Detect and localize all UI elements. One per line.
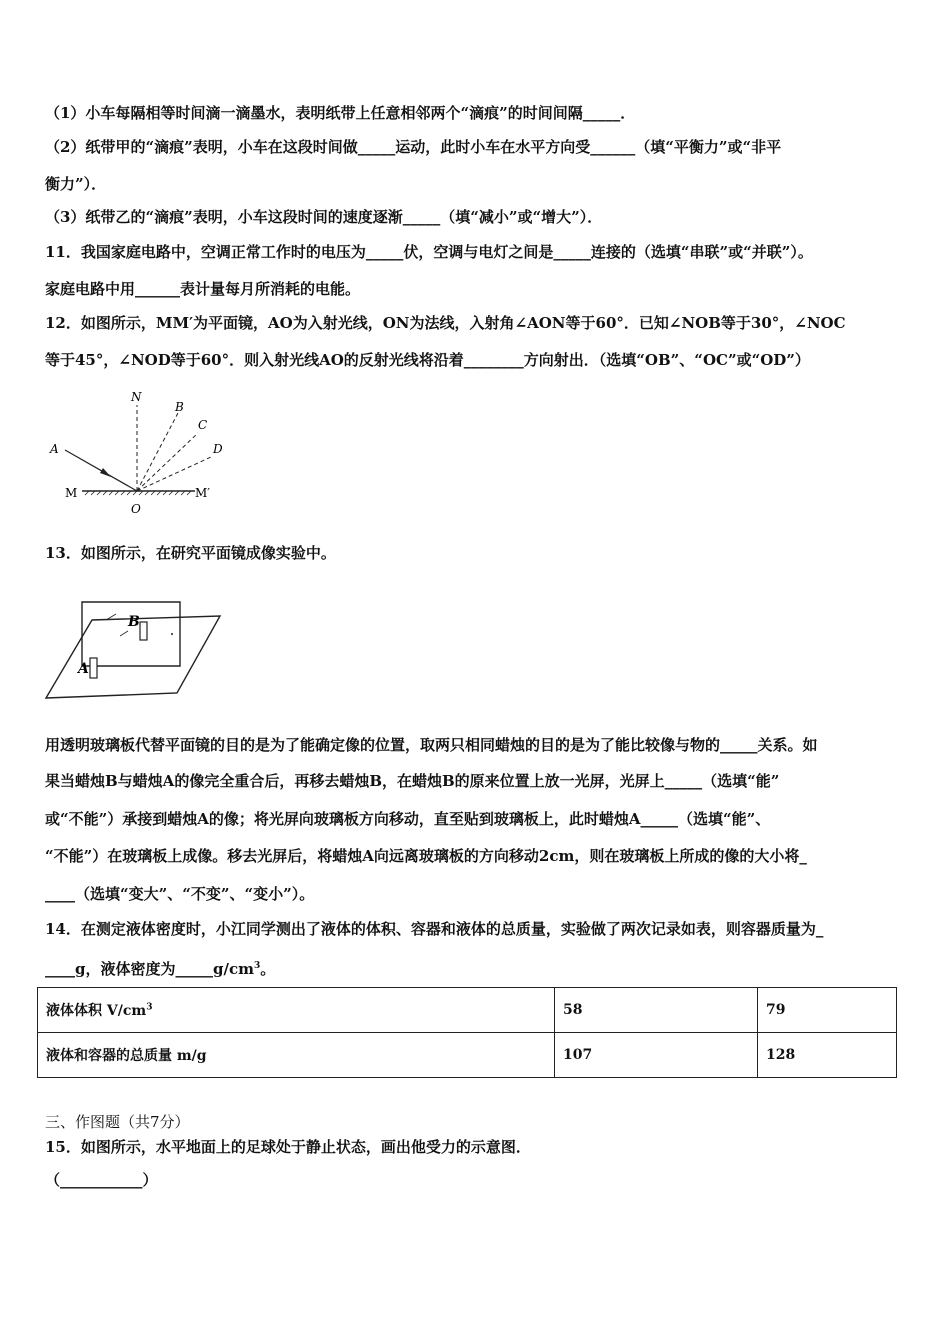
density-table: [37, 987, 897, 1078]
section-heading: 三、作图题（共7分）: [45, 1113, 190, 1131]
incident-arrow-icon: [100, 468, 111, 477]
unit-superscript: 3: [253, 961, 261, 971]
label-B: B: [175, 400, 184, 414]
reflection-diagram: [45, 385, 245, 520]
question-12: 12．如图所示，MM′为平面镜，AO为入射光线，ON为法线，入射角∠AON等于60°．已知∠NOB等于30°，∠NOC: [45, 314, 846, 332]
ray-OC: [137, 433, 198, 491]
question-13-text-1: 用透明玻璃板代替平面镜的目的是为了能确定像的位置，取两只相同蜡烛的目的是为了能比较像与物的_____关系。如: [45, 736, 818, 754]
glass-reflection-mark: [120, 631, 128, 636]
table-cell: 128: [758, 1033, 897, 1078]
question-13-text-2: 果当蜡烛B与蜡烛A的像完全重合后，再移去蜡烛B，在蜡烛B的原来位置上放一光屏，光屏上_____（选填“能”: [45, 772, 780, 790]
label-D: D: [213, 442, 223, 456]
table-row: [38, 1033, 897, 1078]
question-10-part3: （3）纸带乙的“滴痕”表明，小车这段时间的速度逐渐_____（填“减小”或“增大”）．: [45, 208, 603, 226]
candle-A: [90, 658, 97, 678]
candle-B: [140, 622, 147, 640]
label-C: C: [198, 418, 208, 432]
table-cell: 79: [758, 988, 897, 1033]
question-11: 11．我国家庭电路中，空调正常工作时的电压为_____伏，空调与电灯之间是_____连接的（选填“串联”或“并联”）。: [45, 243, 813, 261]
question-14-blanks: ____g，液体密度为_____g/cm: [45, 960, 254, 978]
question-10-part2-cont: 衡力”）．: [45, 175, 107, 193]
question-13: 13．如图所示，在研究平面镜成像实验中。: [45, 544, 336, 562]
question-10-part1: （1）小车每隔相等时间滴一滴墨水，表明纸带上任意相邻两个“滴痕”的时间间隔_____．: [45, 104, 636, 122]
label-M: M: [65, 486, 78, 500]
question-14: 14．在测定液体密度时，小江同学测出了液体的体积、容器和液体的总质量，实验做了两次记录如表，则容器质量为_: [45, 920, 824, 938]
table-row: [38, 988, 897, 1033]
question-13-text-3: 或“不能”）承接到蜡烛A的像；将光屏向玻璃板方向移动，直至贴到玻璃板上，此时蜡烛A_____（选填“能”、: [45, 810, 771, 828]
label-candle-A: A: [78, 661, 89, 677]
glass-dot: [171, 633, 173, 635]
question-11-cont: 家庭电路中用______表计量每月所消耗的电能。: [45, 280, 361, 298]
question-14-end: 。: [260, 960, 276, 978]
question-14-cont: [45, 956, 275, 979]
label-M-prime: M′: [195, 486, 211, 500]
incident-ray-AO: [65, 450, 137, 491]
answer-blank: （___________）: [45, 1171, 158, 1189]
question-10-part2: （2）纸带甲的“滴痕”表明，小车在这段时间做_____运动，此时小车在水平方向受______（填“平衡力”或“非平: [45, 138, 782, 156]
question-12-cont: 等于45°，∠NOD等于60°．则入射光线AO的反射光线将沿着________方向射出．（选填“OB”、“OC”或“OD”）: [45, 351, 810, 369]
label-candle-B: B: [128, 614, 140, 630]
table-cell-label: 液体和容器的总质量 m/g: [38, 1033, 555, 1078]
question-13-text-4: “不能”）在玻璃板上成像。移去光屏后，将蜡烛A向远离玻璃板的方向移动2cm，则在玻璃板上所成的像的大小将_: [45, 847, 807, 865]
plane-mirror-experiment-diagram: [42, 598, 232, 706]
label-A: A: [50, 442, 59, 456]
table-cell-label: 液体体积 $V/cm^3$: [38, 988, 555, 1033]
table-cell: 107: [555, 1033, 758, 1078]
question-15: 15．如图所示，水平地面上的足球处于静止状态，画出他受力的示意图．: [45, 1138, 531, 1156]
ray-OB: [137, 413, 178, 491]
label-O: O: [131, 502, 141, 516]
glass-plate: [82, 602, 180, 666]
table-cell: 58: [555, 988, 758, 1033]
label-N: N: [131, 390, 142, 404]
question-13-text-5: ____（选填“变大”、“不变”、“变小”）。: [45, 885, 315, 903]
